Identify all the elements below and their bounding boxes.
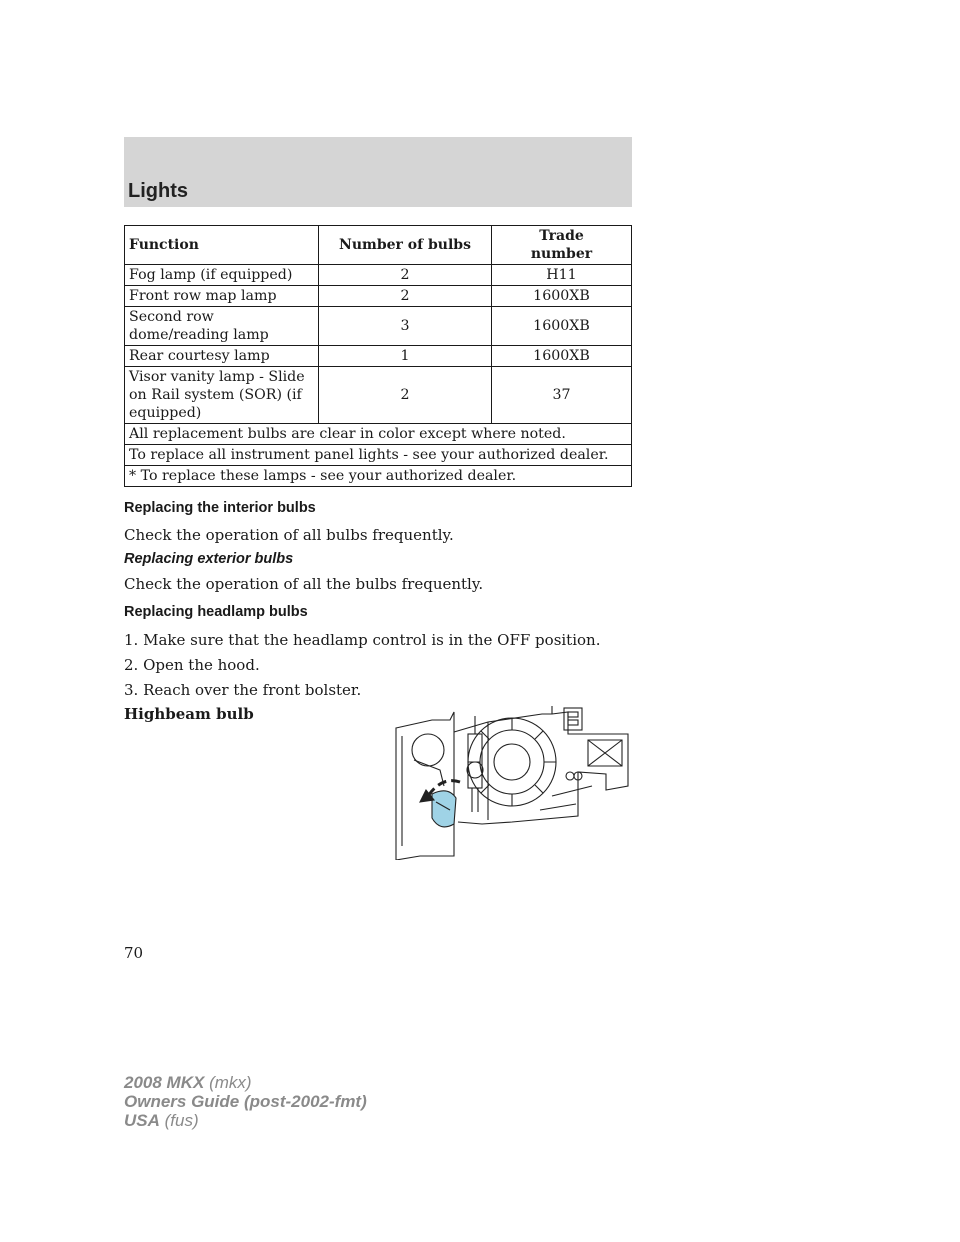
cell-number: 3 [319, 307, 492, 346]
footer-region-code: (fus) [164, 1111, 199, 1130]
table-header-row [125, 226, 632, 265]
footer-region: USA [124, 1111, 160, 1130]
cell-number: 2 [319, 367, 492, 424]
cell-trade: H11 [492, 265, 632, 286]
headlamp-assembly-illustration [392, 706, 636, 860]
cell-trade: 1600XB [492, 286, 632, 307]
footer-line-1 [124, 1073, 367, 1092]
cell-function: Rear courtesy lamp [125, 346, 319, 367]
page-number: 70 [124, 944, 144, 962]
interior-bulbs-heading: Replacing the interior bulbs [124, 500, 316, 516]
cell-trade: 1600XB [492, 346, 632, 367]
table-note-row [125, 445, 632, 466]
table-note: All replacement bulbs are clear in color except where noted. [125, 424, 632, 445]
section-title: Lights [128, 180, 188, 202]
document-footer [124, 1073, 367, 1130]
column-header-trade: Trade number [492, 226, 632, 265]
cell-function: Fog lamp (if equipped) [125, 265, 319, 286]
footer-line-2: Owners Guide (post-2002-fmt) [124, 1092, 367, 1111]
cell-trade: 1600XB [492, 307, 632, 346]
exterior-bulbs-text: Check the operation of all the bulbs frequently. [124, 575, 484, 593]
footer-model-code: (mkx) [209, 1073, 252, 1092]
cell-number: 2 [319, 265, 492, 286]
table-row [125, 286, 632, 307]
cell-function: Front row map lamp [125, 286, 319, 307]
bulb-table [124, 225, 632, 487]
column-header-function: Function [125, 226, 319, 265]
cell-number: 2 [319, 286, 492, 307]
table-note-row [125, 424, 632, 445]
section-header-band [124, 137, 632, 207]
table-note: * To replace these lamps - see your authorized dealer. [125, 466, 632, 487]
exterior-bulbs-heading: Replacing exterior bulbs [124, 551, 294, 567]
step-3: 3. Reach over the front bolster. [124, 681, 362, 699]
table-row [125, 346, 632, 367]
step-1: 1. Make sure that the headlamp control is in the OFF position. [124, 631, 601, 649]
interior-bulbs-text: Check the operation of all bulbs frequently. [124, 526, 454, 544]
table-row [125, 367, 632, 424]
step-2: 2. Open the hood. [124, 656, 260, 674]
table-row [125, 307, 632, 346]
column-header-number: Number of bulbs [319, 226, 492, 265]
footer-model: 2008 MKX [124, 1073, 205, 1092]
table-row [125, 265, 632, 286]
cell-function: Visor vanity lamp - Slide on Rail system (SOR) (if equipped) [125, 367, 319, 424]
highbeam-bulb-label: Highbeam bulb [124, 705, 254, 723]
headlamp-bulbs-heading: Replacing headlamp bulbs [124, 604, 308, 620]
cell-trade: 37 [492, 367, 632, 424]
cell-function: Second row dome/reading lamp [125, 307, 319, 346]
table-note: To replace all instrument panel lights - see your authorized dealer. [125, 445, 632, 466]
table-note-row [125, 466, 632, 487]
footer-line-3 [124, 1111, 367, 1130]
cell-number: 1 [319, 346, 492, 367]
